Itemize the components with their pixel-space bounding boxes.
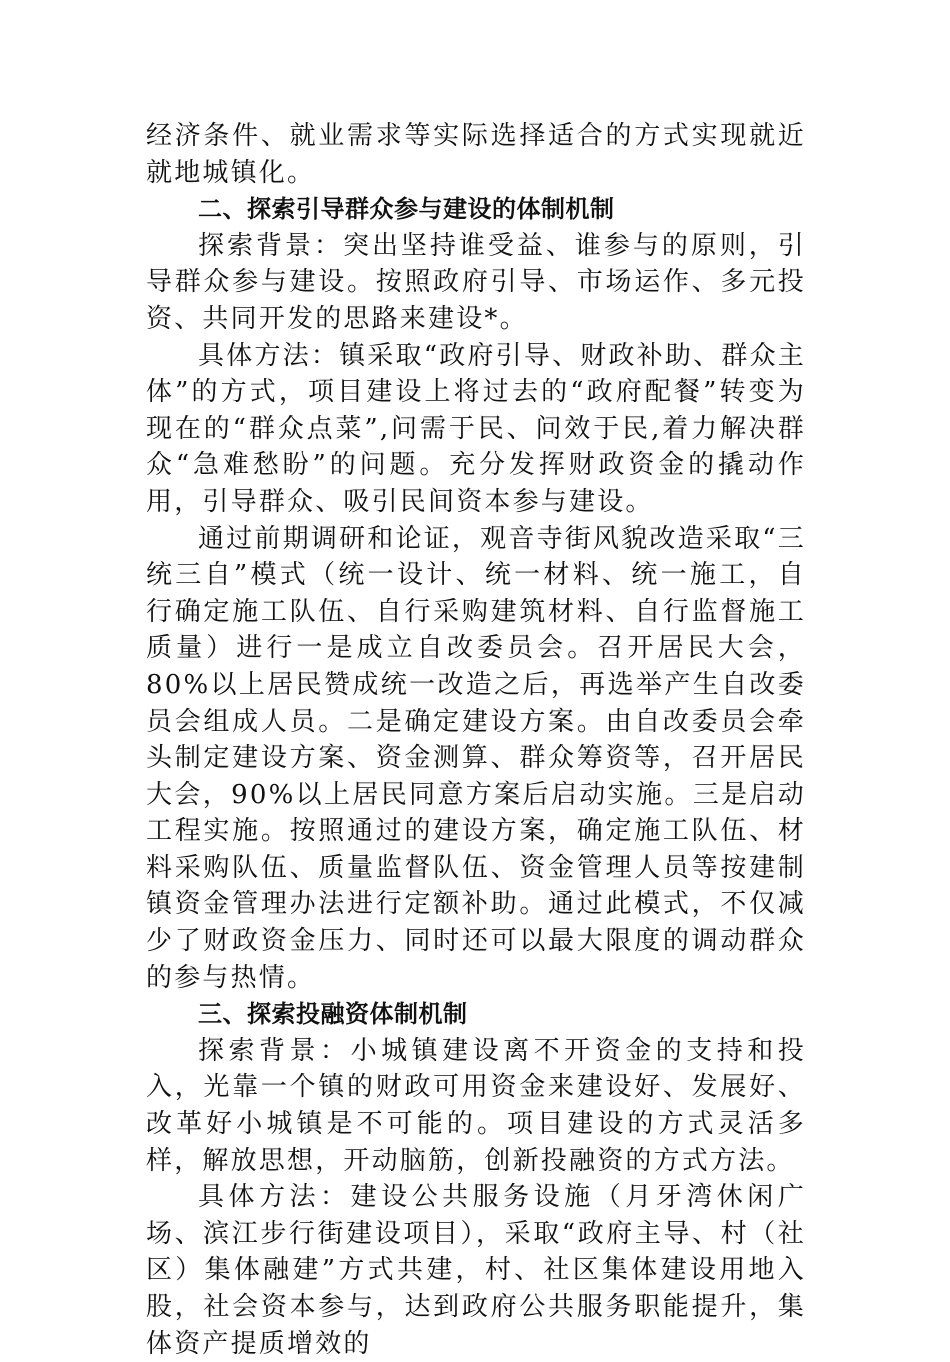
section-heading-3: 三、探索投融资体制机制 (198, 1000, 468, 1029)
section-heading-2: 二、探索引导群众参与建设的体制机制 (198, 195, 615, 224)
paragraph-model-2: 通过前期调研和论证，观音寺街风貌改造采取“三统三自”模式（统一设计、统一材料、统一施工，自行确定施工队伍、自行采购建筑材料、自行监督施工质量）进行一是成立自改委员会。召开居民大会，80%以上居民赞成统一改造之后，再选举产生自改委员会组成人员。二是确定建设方案。由自改委员会牵头制定建设方案、资金测算、群众筹资等，召开居民大会，90%以上居民同意方案后启动实施。三是启动工程实施。按照通过的建设方案，确定施工队伍、材料采购队伍、质量监督队伍、资金管理人员等按建制镇资金管理办法进行定额补助。通过此模式，不仅减少了财政资金压力、同时还可以最大限度的调动群众的参与热情。 (146, 523, 806, 993)
document-page (146, 118, 806, 1362)
paragraph-method-2: 具体方法：镇采取“政府引导、财政补助、群众主体”的方式，项目建设上将过去的“政府配餐”转变为现在的“群众点菜”,问需于民、问效于民,着力解决群众“急难愁盼”的问题。充分发挥财政资金的撬动作用，引导群众、吸引民间资本参与建设。 (146, 340, 806, 517)
continued-paragraph: 经济条件、就业需求等实际选择适合的方式实现就近就地城镇化。 (146, 121, 806, 188)
paragraph-background-2: 探索背景：突出坚持谁受益、谁参与的原则，引导群众参与建设。按照政府引导、市场运作、多元投资、共同开发的思路来建设*。 (146, 230, 806, 334)
paragraph-method-3: 具体方法：建设公共服务设施（月牙湾休闲广场、滨江步行街建设项目），采取“政府主导、村（社区）集体融建”方式共建，村、社区集体建设用地入股，社会资本参与，达到政府公共服务职能提升，集体资产提质增效的 (146, 1182, 806, 1359)
paragraph-background-3: 探索背景：小城镇建设离不开资金的支持和投入，光靠一个镇的财政可用资金来建设好、发展好、改革好小城镇是不可能的。项目建设的方式灵活多样，解放思想，开动脑筋，创新投融资的方式方法。 (146, 1035, 806, 1176)
